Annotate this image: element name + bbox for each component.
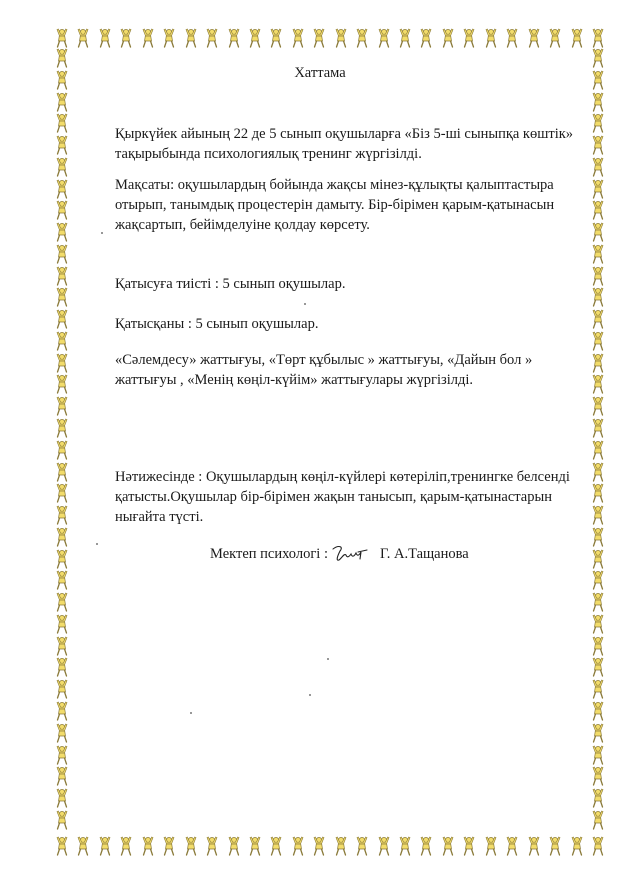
cheering-figure-icon [52, 766, 72, 786]
cheering-figure-icon [588, 836, 608, 856]
scan-speck [304, 303, 306, 305]
cheering-figure-icon [524, 836, 544, 856]
cheering-figure-icon [588, 766, 608, 786]
decorative-border-left [52, 48, 72, 830]
cheering-figure-icon [52, 505, 72, 525]
scan-speck [309, 694, 311, 696]
cheering-figure-icon [588, 592, 608, 612]
handwritten-signature-icon [330, 543, 370, 565]
cheering-figure-icon [352, 28, 372, 48]
cheering-figure-icon [588, 701, 608, 721]
cheering-figure-icon [52, 592, 72, 612]
cheering-figure-icon [588, 353, 608, 373]
cheering-figure-icon [224, 836, 244, 856]
cheering-figure-icon [52, 462, 72, 482]
cheering-figure-icon [502, 836, 522, 856]
cheering-figure-icon [52, 745, 72, 765]
cheering-figure-icon [588, 788, 608, 808]
cheering-figure-icon [52, 810, 72, 830]
cheering-figure-icon [52, 657, 72, 677]
exercises-paragraph: «Сәлемдесу» жаттығуы, «Төрт құбылыс » жаттығуы, «Дайын бол » жаттығуы , «Менің көңіл-күйім» жаттығулары жүргізілді. [115, 352, 533, 388]
cheering-figure-icon [52, 396, 72, 416]
cheering-figure-icon [438, 28, 458, 48]
cheering-figure-icon [266, 28, 286, 48]
cheering-figure-icon [588, 222, 608, 242]
cheering-figure-icon [567, 836, 587, 856]
cheering-figure-icon [481, 836, 501, 856]
cheering-figure-icon [52, 28, 72, 48]
cheering-figure-icon [202, 836, 222, 856]
cheering-figure-icon [52, 527, 72, 547]
cheering-figure-icon [181, 836, 201, 856]
cheering-figure-icon [181, 28, 201, 48]
expected-participants: Қатысуға тиісті : 5 сынып оқушылар. [115, 276, 346, 292]
cheering-figure-icon [73, 28, 93, 48]
cheering-figure-icon [266, 836, 286, 856]
cheering-figure-icon [545, 28, 565, 48]
cheering-figure-icon [588, 244, 608, 264]
cheering-figure-icon [224, 28, 244, 48]
scan-speck [101, 232, 103, 234]
cheering-figure-icon [138, 836, 158, 856]
cheering-figure-icon [374, 28, 394, 48]
cheering-figure-icon [588, 570, 608, 590]
cheering-figure-icon [588, 636, 608, 656]
cheering-figure-icon [588, 179, 608, 199]
cheering-figure-icon [588, 331, 608, 351]
cheering-figure-icon [438, 836, 458, 856]
cheering-figure-icon [52, 135, 72, 155]
cheering-figure-icon [588, 266, 608, 286]
cheering-figure-icon [52, 92, 72, 112]
cheering-figure-icon [588, 309, 608, 329]
cheering-figure-icon [245, 836, 265, 856]
cheering-figure-icon [588, 614, 608, 634]
cheering-figure-icon [395, 836, 415, 856]
cheering-figure-icon [52, 200, 72, 220]
cheering-figure-icon [245, 28, 265, 48]
cheering-figure-icon [588, 549, 608, 569]
cheering-figure-icon [481, 28, 501, 48]
cheering-figure-icon [116, 836, 136, 856]
cheering-figure-icon [52, 483, 72, 503]
cheering-figure-icon [52, 723, 72, 743]
cheering-figure-icon [416, 28, 436, 48]
intro-paragraph: Қыркүйек айының 22 де 5 сынып оқушыларға «Біз 5-ші сыныпқа көштік» тақырыбында психологиялық тренинг жүргізілді. [115, 126, 574, 162]
cheering-figure-icon [588, 374, 608, 394]
cheering-figure-icon [52, 179, 72, 199]
cheering-figure-icon [52, 244, 72, 264]
cheering-figure-icon [588, 745, 608, 765]
cheering-figure-icon [52, 679, 72, 699]
cheering-figure-icon [331, 28, 351, 48]
cheering-figure-icon [588, 657, 608, 677]
cheering-figure-icon [588, 723, 608, 743]
cheering-figure-icon [52, 353, 72, 373]
cheering-figure-icon [374, 836, 394, 856]
actual-participants: Қатысқаны : 5 сынып оқушылар. [115, 316, 319, 332]
cheering-figure-icon [588, 396, 608, 416]
cheering-figure-icon [588, 92, 608, 112]
cheering-figure-icon [588, 679, 608, 699]
cheering-figure-icon [116, 28, 136, 48]
cheering-figure-icon [73, 836, 93, 856]
cheering-figure-icon [52, 701, 72, 721]
cheering-figure-icon [52, 287, 72, 307]
cheering-figure-icon [52, 331, 72, 351]
cheering-figure-icon [331, 836, 351, 856]
cheering-figure-icon [309, 28, 329, 48]
cheering-figure-icon [95, 836, 115, 856]
cheering-figure-icon [52, 836, 72, 856]
cheering-figure-icon [52, 113, 72, 133]
goal-paragraph: Мақсаты: оқушылардың бойында жақсы мінез-құлықты қалыптастыра отырып, танымдық процестерін дамыту. Бір-бірімен қарым-қатынасын жақсартып, бейімделуіне қолдау көрсету. [115, 177, 555, 233]
cheering-figure-icon [288, 28, 308, 48]
cheering-figure-icon [52, 222, 72, 242]
cheering-figure-icon [588, 287, 608, 307]
signature-label: Мектеп психологі : [210, 546, 328, 562]
cheering-figure-icon [588, 810, 608, 830]
cheering-figure-icon [159, 28, 179, 48]
document-title: Хаттама [294, 65, 346, 81]
cheering-figure-icon [52, 549, 72, 569]
signature-line [210, 543, 469, 565]
cheering-figure-icon [352, 836, 372, 856]
cheering-figure-icon [52, 570, 72, 590]
scan-speck [96, 543, 98, 545]
cheering-figure-icon [545, 836, 565, 856]
cheering-figure-icon [567, 28, 587, 48]
scan-speck [327, 658, 329, 660]
cheering-figure-icon [288, 836, 308, 856]
decorative-border-bottom [52, 836, 608, 856]
cheering-figure-icon [52, 636, 72, 656]
result-paragraph: Нәтижесінде : Оқушылардың көңіл-күйлері көтеріліп,тренингке белсенді қатысты.Оқушылар бір-бірімен жақын танысып, қарым-қатынастарын нығайта түсті. [115, 469, 570, 525]
cheering-figure-icon [588, 28, 608, 48]
cheering-figure-icon [459, 836, 479, 856]
decorative-border-right [588, 48, 608, 830]
cheering-figure-icon [588, 527, 608, 547]
cheering-figure-icon [416, 836, 436, 856]
cheering-figure-icon [502, 28, 522, 48]
cheering-figure-icon [588, 440, 608, 460]
cheering-figure-icon [395, 28, 415, 48]
cheering-figure-icon [202, 28, 222, 48]
cheering-figure-icon [588, 200, 608, 220]
cheering-figure-icon [52, 440, 72, 460]
cheering-figure-icon [309, 836, 329, 856]
cheering-figure-icon [524, 28, 544, 48]
cheering-figure-icon [52, 614, 72, 634]
signature-name: Г. А.Тащанова [379, 546, 469, 562]
cheering-figure-icon [52, 309, 72, 329]
cheering-figure-icon [52, 788, 72, 808]
decorative-border-top [52, 28, 608, 48]
cheering-figure-icon [52, 374, 72, 394]
cheering-figure-icon [52, 266, 72, 286]
cheering-figure-icon [159, 836, 179, 856]
cheering-figure-icon [52, 157, 72, 177]
cheering-figure-icon [95, 28, 115, 48]
cheering-figure-icon [588, 418, 608, 438]
scan-speck [190, 712, 192, 714]
cheering-figure-icon [52, 418, 72, 438]
cheering-figure-icon [459, 28, 479, 48]
cheering-figure-icon [138, 28, 158, 48]
